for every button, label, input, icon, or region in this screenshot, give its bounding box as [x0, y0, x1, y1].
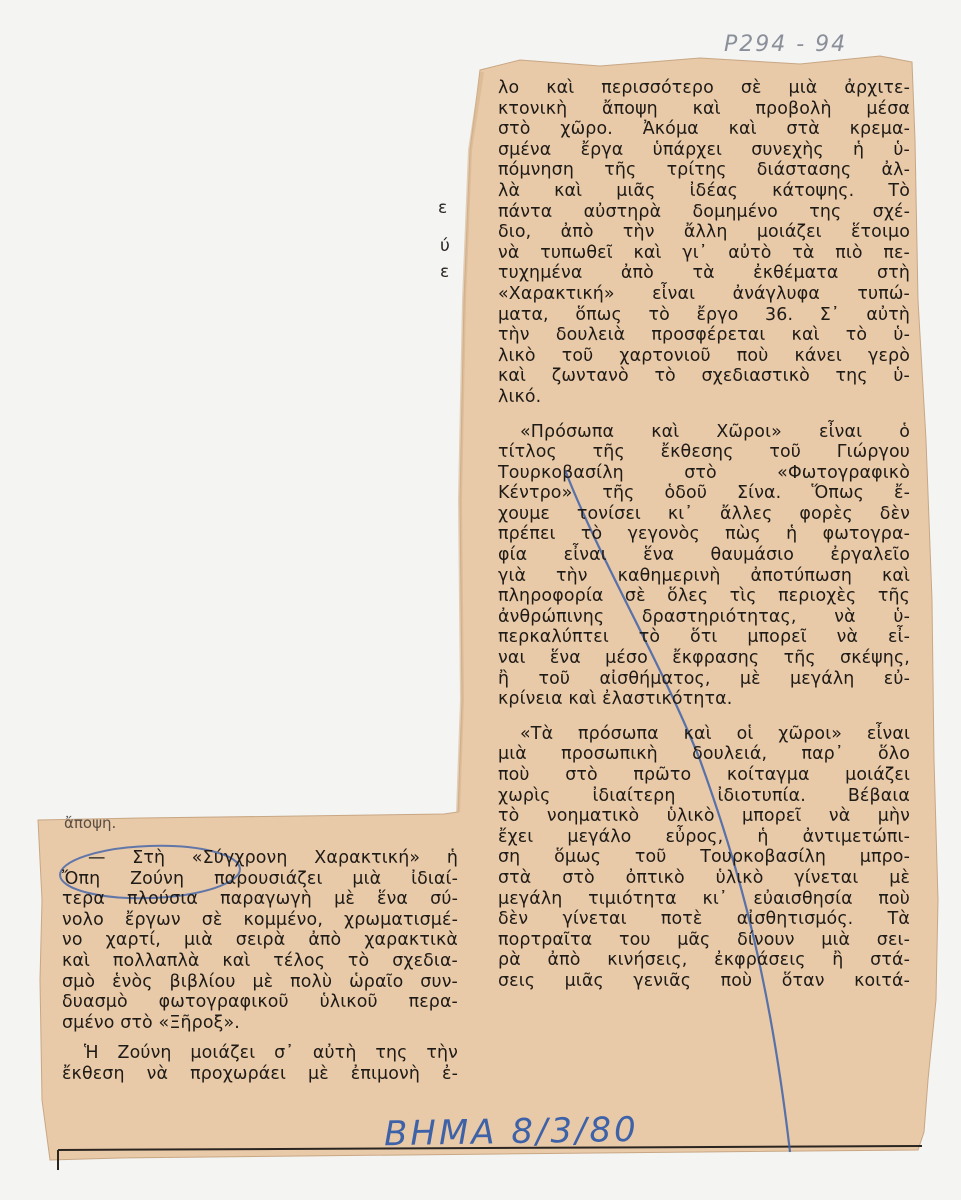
- text-line: νο χαρτί, μιὰ σειρὰ ἀπὸ χαρακτικὰ: [62, 930, 458, 951]
- text-line: φία εἶναι ἕνα θαυμάσιο ἐργαλεῖο: [498, 545, 910, 566]
- text-line: κτονικὴ ἄποψη καὶ προβολὴ μέσα: [498, 98, 910, 119]
- text-line: χουμε τονίσει κι᾽ ἄλλες φορὲς δὲν: [498, 503, 910, 524]
- text-line: καὶ πολλαπλὰ καὶ τέλος τὸ σχεδια-: [62, 950, 458, 971]
- left-column-text: [62, 848, 458, 1085]
- text-line: τὴν δουλειὰ προσφέρεται καὶ τὸ ὑ-: [498, 325, 910, 346]
- text-line: τὸ νοηματικὸ ὑλικὸ μπορεῖ νὰ μὴν: [498, 806, 910, 827]
- text-line: «Πρόσωπα καὶ Χῶροι» εἶναι ὁ: [520, 421, 910, 442]
- text-line: πορτραῖτα του μᾶς δίνουν μιὰ σει-: [498, 929, 910, 950]
- text-line: μεγάλη τιμιότητα κι᾽ εὐαισθησία ποὺ: [498, 888, 910, 909]
- margin-fragment: ύ: [440, 236, 450, 256]
- text-line: δὲν γίνεται ποτὲ αἰσθητισμός. Τὰ: [498, 909, 910, 930]
- text-line: Τουρκοβασίλη στὸ «Φωτογραφικὸ: [498, 462, 910, 483]
- text-line: ἔχει μεγάλο εὖρος, ἡ ἀντιμετώπι-: [498, 826, 910, 847]
- handwritten-date: ΒΗΜΑ 8/3/80: [383, 1109, 640, 1155]
- text-line: λικὸ τοῦ χαρτονιοῦ ποὺ κάνει γερὸ: [498, 345, 910, 366]
- text-line: λικό.: [498, 386, 542, 407]
- text-line: σμὸ ἑνὸς βιβλίου μὲ πολὺ ὡραῖο συν-: [62, 971, 458, 992]
- text-line: πρέπει τὸ γεγονὸς πὼς ἡ φωτογρα-: [498, 524, 910, 545]
- margin-fragment: ε: [440, 262, 450, 282]
- text-line: Ἡ Ζούνη μοιάζει σ᾽ αὐτὴ της τὴν: [84, 1043, 458, 1064]
- text-line: ρὰ ἀπὸ κινήσεις, ἐκφράσεις ἢ στά-: [498, 950, 910, 971]
- text-line: ἢ τοῦ αἰσθήματος, μὲ μεγάλη εὐ-: [498, 668, 910, 689]
- corner-pencil-note: P294 - 94: [724, 32, 848, 57]
- text-line: περκαλύπτει τὸ ὅτι μπορεῖ νὰ εἶ-: [498, 627, 910, 648]
- left-fragment-top: ἄποψη.: [64, 814, 117, 832]
- right-column-text: [498, 78, 910, 992]
- text-line: ποὺ στὸ πρῶτο κοίταγμα μοιάζει: [498, 765, 910, 785]
- text-line: σμένο στὸ «Ξῆροξ».: [62, 1012, 240, 1033]
- text-line: ἔκθεση νὰ προχωράει μὲ ἐπιμονὴ ἐ-: [62, 1063, 458, 1084]
- text-line: Κέντρο» τῆς ὁδοῦ Σίνα. Ὅπως ἔ-: [498, 483, 910, 504]
- text-line: σμένα ἔργα ὑπάρχει συνεχὴς ἡ ὑ-: [498, 139, 910, 160]
- text-line: λὰ καὶ μιᾶς ἰδέας κάτοψης. Τὸ: [498, 180, 910, 201]
- text-line: ἀνθρώπινης δραστηριότητας, νὰ ὑ-: [498, 606, 910, 627]
- text-line: μιὰ προσωπικὴ δουλειά, παρ᾽ ὅλο: [498, 744, 910, 765]
- text-line: στὰ στὸ ὀπτικὸ ὑλικὸ γίνεται μὲ: [498, 867, 910, 888]
- text-line: τερα πλούσια παραγωγὴ μὲ ἕνα σύ-: [62, 889, 458, 910]
- text-line: — Στὴ «Σύγχρονη Χαρακτική» ἡ: [88, 848, 458, 868]
- text-line: κρίνεια καὶ ἐλαστικότητα.: [498, 689, 733, 710]
- text-line: στὸ χῶρο. Ἀκόμα καὶ στὰ κρεμα-: [498, 119, 910, 140]
- text-line: νολο ἔργων σὲ κομμένο, χρωματισμέ-: [62, 909, 458, 930]
- margin-fragment: ε: [438, 198, 448, 218]
- text-line: ματα, ὅπως τὸ ἔργο 36. Σ᾽ αὐτὴ: [498, 304, 910, 325]
- text-line: λο καὶ περισσότερο σὲ μιὰ ἀρχιτε-: [498, 78, 910, 98]
- text-line: διο, ἀπὸ τὴν ἄλλη μοιάζει ἕτοιμο: [498, 222, 910, 243]
- text-line: «Τὰ πρόσωπα καὶ οἱ χῶροι» εἶναι: [520, 723, 910, 744]
- text-line: πληροφορία σὲ ὅλες τὶς περιοχὲς τῆς: [498, 586, 910, 607]
- text-line: πόμνηση τῆς τρίτης διάστασης ἀλ-: [498, 160, 910, 181]
- text-line: σεις μιᾶς γενιᾶς ποὺ ὅταν κοιτά-: [498, 970, 910, 991]
- text-line: νὰ τυπωθεῖ καὶ γι᾽ αὐτὸ τὰ πιὸ πε-: [498, 242, 910, 263]
- text-line: καὶ ζωντανὸ τὸ σχεδιαστικὸ της ὑ-: [498, 366, 910, 387]
- text-line: Ὄπη Ζούνη παρουσιάζει μιὰ ἰδιαί-: [62, 868, 458, 889]
- text-line: ση ὅμως τοῦ Τουρκοβασίλη μπρο-: [498, 847, 910, 868]
- text-line: τίτλος τῆς ἔκθεσης τοῦ Γιώργου: [498, 442, 910, 463]
- text-line: πάντα αὐστηρὰ δομημένο της σχέ-: [498, 201, 910, 222]
- text-line: γιὰ τὴν καθημερινὴ ἀποτύπωση καὶ: [498, 565, 910, 586]
- text-line: ναι ἕνα μέσο ἔκφρασης τῆς σκέψης,: [498, 648, 910, 669]
- text-line: χωρὶς ἰδιαίτερη ἰδιοτυπία. Βέβαια: [498, 785, 910, 806]
- text-line: τυχημένα ἀπὸ τὰ ἐκθέματα στὴ: [498, 263, 910, 284]
- text-line: δυασμὸ φωτογραφικοῦ ὑλικοῦ περα-: [62, 992, 458, 1013]
- text-line: «Χαρακτική» εἶναι ἀνάγλυφα τυπώ-: [498, 283, 910, 304]
